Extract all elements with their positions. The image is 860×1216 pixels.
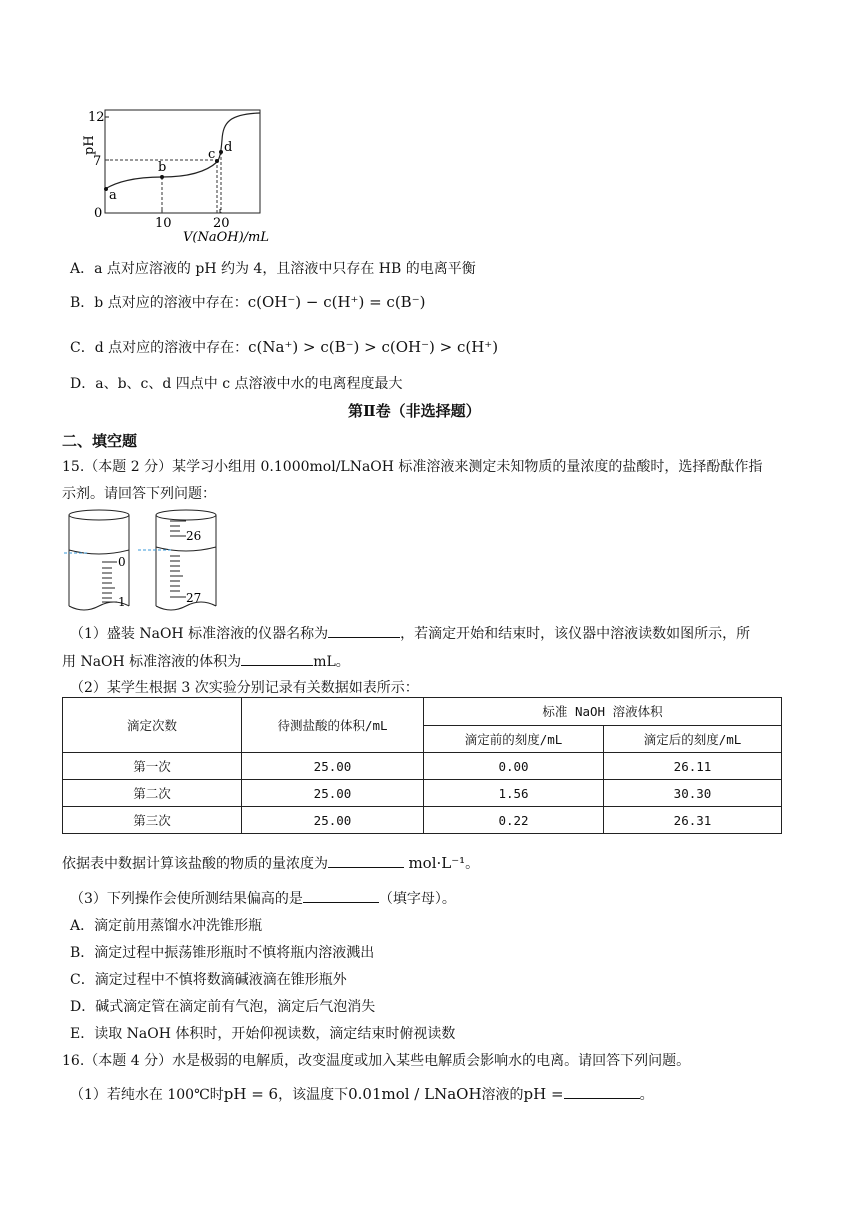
q15-calc-text: 依据表中数据计算该盐酸的物质的量浓度为 xyxy=(62,856,328,872)
left-burette-top-mark: 0 xyxy=(118,555,126,569)
q16-ph-value: pH = 6 xyxy=(223,1085,279,1103)
q15-sub1-text-b: ，若滴定开始和结束时，该仪器中溶液读数如图所示，所 xyxy=(400,626,751,642)
q16-ph-blank[interactable] xyxy=(564,1084,640,1099)
y-axis-label: pH xyxy=(82,135,97,155)
q15-option-b: B．滴定过程中振荡锥形瓶时不慎将瓶内溶液溅出 xyxy=(70,945,375,961)
cell-before: 0.22 xyxy=(424,807,604,834)
q15-sub3 xyxy=(70,888,456,908)
point-a xyxy=(104,187,108,191)
q15-sub1-line2 xyxy=(62,651,350,671)
q15-option-d: D．碱式滴定管在滴定前有气泡，滴定后气泡消失 xyxy=(70,999,376,1015)
left-burette xyxy=(62,510,129,610)
q14-option-b-formula: c(OH⁻) − c(H⁺) = c(B⁻) xyxy=(247,293,426,311)
q15-volume-blank[interactable] xyxy=(241,651,313,666)
table-row xyxy=(63,807,782,834)
q16-sub1-text-b: ，该温度下 xyxy=(278,1087,349,1103)
graph-frame xyxy=(105,110,260,213)
cell-hcl: 25.00 xyxy=(242,753,424,780)
header-trial: 滴定次数 xyxy=(63,698,242,753)
q14-option-d: D．a、b、c、d 四点中 c 点溶液中水的电离程度最大 xyxy=(70,376,403,392)
header-after: 滴定后的刻度/mL xyxy=(604,725,782,753)
q15-calc-end: 。 xyxy=(465,856,480,872)
right-burette-bottom-mark: 27 xyxy=(186,591,202,605)
cell-after: 30.30 xyxy=(604,780,782,807)
y-tick-0: 0 xyxy=(94,206,103,221)
y-tick-12: 12 xyxy=(88,110,105,125)
cell-hcl: 25.00 xyxy=(242,780,424,807)
q14-option-c-formula: c(Na⁺) > c(B⁻) > c(OH⁻) > c(H⁺) xyxy=(248,338,499,356)
y-tick-7: 7 xyxy=(93,154,102,169)
point-c xyxy=(215,159,219,163)
section-title: 第Ⅱ卷（非选择题） xyxy=(348,402,481,420)
q15-sub1-text-a: （1）盛装 NaOH 标准溶液的仪器名称为 xyxy=(70,626,329,642)
header-naoh-volume: 标准 NaOH 溶液体积 xyxy=(424,698,782,726)
q15-instrument-blank[interactable] xyxy=(328,623,400,638)
part-title: 二、填空题 xyxy=(62,432,138,450)
cell-hcl: 25.00 xyxy=(242,807,424,834)
cell-after: 26.31 xyxy=(604,807,782,834)
q15-option-a: A．滴定前用蒸馏水冲洗锥形瓶 xyxy=(70,918,263,934)
table-row xyxy=(63,780,782,807)
q16-ph-label: pH = xyxy=(523,1085,564,1103)
cell-before: 0.00 xyxy=(424,753,604,780)
titration-curve-graph xyxy=(60,100,290,250)
x-axis-label: V(NaOH)/mL xyxy=(183,230,269,245)
q14-option-b xyxy=(70,292,425,312)
q16-sub1-end: 。 xyxy=(639,1087,654,1103)
q14-option-b-prefix: B．b 点对应的溶液中存在： xyxy=(70,295,248,311)
q16-stem: 16.（本题 4 分）水是极弱的电解质，改变温度或加入某些电解质会影响水的电离。请回答下列问题。 xyxy=(62,1053,691,1069)
q15-option-e: E．读取 NaOH 体积时，开始仰视读数，滴定结束时俯视读数 xyxy=(70,1026,456,1042)
header-before: 滴定前的刻度/mL xyxy=(424,725,604,753)
point-b-label: b xyxy=(158,160,167,175)
q15-concentration-blank[interactable] xyxy=(328,853,404,868)
q15-sub3-text-b: （填字母）。 xyxy=(378,891,456,907)
q15-stem-line2: 示剂。请回答下列问题： xyxy=(62,486,216,502)
q15-calc-line xyxy=(62,853,479,873)
point-d xyxy=(219,150,223,154)
q16-sub1-text-c: 溶液的 xyxy=(481,1087,524,1103)
point-d-label: d xyxy=(224,140,233,155)
q14-option-c xyxy=(70,337,498,357)
q15-option-c: C．滴定过程中不慎将数滴碱液滴在锥形瓶外 xyxy=(70,972,347,988)
titration-data-table xyxy=(62,697,782,834)
left-burette-bottom-mark: 1 xyxy=(118,595,126,609)
header-hcl-volume: 待测盐酸的体积/mL xyxy=(242,698,424,753)
q15-calc-unit: mol·L⁻¹ xyxy=(408,854,466,872)
q15-stem-line1: 15.（本题 2 分）某学习小组用 0.1000mol/LNaOH 标准溶液来测定未知物质的量浓度的盐酸时，选择酚酞作指 xyxy=(62,459,763,475)
right-burette xyxy=(138,510,216,610)
q16-sub1 xyxy=(70,1084,654,1104)
point-b xyxy=(160,175,164,179)
cell-before: 1.56 xyxy=(424,780,604,807)
q15-sub3-text-a: （3）下列操作会使所测结果偏高的是 xyxy=(70,891,303,907)
cell-trial: 第一次 xyxy=(63,753,242,780)
point-a-label: a xyxy=(109,188,117,203)
table-row xyxy=(63,753,782,780)
cell-after: 26.11 xyxy=(604,753,782,780)
q15-sub2: （2）某学生根据 3 次实验分别记录有关数据如表所示： xyxy=(70,680,419,696)
q16-concentration: 0.01mol / LNaOH xyxy=(348,1085,482,1103)
q15-answer-blank[interactable] xyxy=(303,888,379,903)
cell-trial: 第三次 xyxy=(63,807,242,834)
q15-sub1-text-c: 用 NaOH 标准溶液的体积为 xyxy=(62,654,242,670)
burette-illustration xyxy=(62,506,222,616)
q15-sub1-line1 xyxy=(70,623,750,643)
x-tick-10: 10 xyxy=(155,216,172,231)
cell-trial: 第二次 xyxy=(63,780,242,807)
q16-sub1-text-a: （1）若纯水在 100℃时 xyxy=(70,1087,224,1103)
x-tick-20: 20 xyxy=(213,216,230,231)
titration-curve xyxy=(105,113,260,189)
q15-sub1-text-d: mL。 xyxy=(313,654,350,670)
q14-option-a: A．a 点对应溶液的 pH 约为 4，且溶液中只存在 HB 的电离平衡 xyxy=(70,261,476,277)
right-burette-top-mark: 26 xyxy=(186,529,202,543)
point-c-label: c xyxy=(208,147,216,162)
q14-option-c-prefix: C．d 点对应的溶液中存在： xyxy=(70,340,249,356)
